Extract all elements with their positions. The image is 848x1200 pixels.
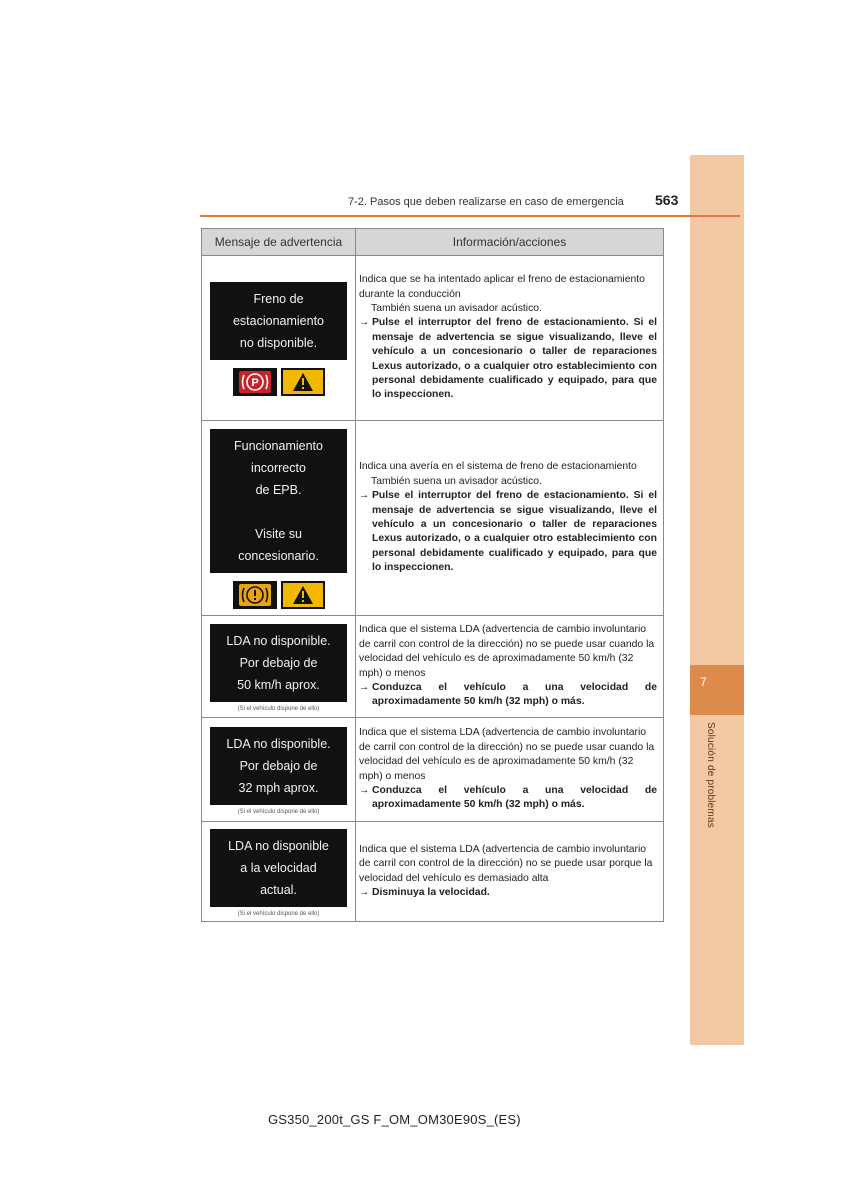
- warning-screen: [210, 282, 347, 360]
- arrow-icon: →: [359, 681, 370, 693]
- message-cell: [202, 616, 356, 718]
- action-text: Conduzca el vehículo a una velocidad de aproximadamente 50 km/h (32 mph) o más.: [372, 784, 657, 811]
- action-line: [359, 681, 657, 710]
- sub-note: También suena un avisador acústico.: [371, 475, 542, 487]
- arrow-icon: →: [359, 886, 370, 898]
- message-cell: [202, 421, 356, 616]
- header-rule: [200, 215, 740, 217]
- side-tab: [690, 155, 744, 1045]
- warning-screen: [210, 829, 347, 907]
- screen-line: de EPB.: [255, 483, 302, 497]
- description-text: Indica que el sistema LDA (advertencia de cambio involuntario de carril con control de la dirección) no se puede usar cuando la velocidad del vehículo es de aproximadamente 50 km/h (32 mph) o menos: [359, 727, 655, 782]
- document-code: GS350_200t_GS F_OM_OM30E90S_(ES): [268, 1112, 521, 1127]
- info-cell: [356, 256, 664, 421]
- page-number: 563: [655, 192, 679, 208]
- screen-line: Freno de: [253, 292, 304, 306]
- epb-malfunction-icon: [233, 581, 277, 609]
- chapter-box: [690, 665, 744, 715]
- message-cell: [202, 718, 356, 822]
- table-row: [202, 822, 664, 922]
- indicator-icons: [202, 368, 355, 396]
- table-row: [202, 718, 664, 822]
- description-text: Indica que el sistema LDA (advertencia de cambio involuntario de carril con control de la dirección) no se puede usar cuando la velocidad del vehículo es de aproximadamente 50 km/h (32 mph) o menos: [359, 624, 655, 679]
- screen-line: Por debajo de: [239, 758, 318, 773]
- svg-text:P: P: [250, 377, 259, 389]
- column-header-info: Información/acciones: [356, 229, 664, 256]
- table-row: [202, 616, 664, 718]
- header-section: 7-2. Pasos que deben realizarse en caso de emergencia: [348, 196, 624, 208]
- screen-line: concesionario.: [238, 549, 319, 563]
- screen-line: LDA no disponible: [228, 838, 329, 853]
- table-row: [202, 256, 664, 421]
- footnote: (Si el vehículo dispone de ello): [237, 808, 320, 815]
- info-cell: [356, 616, 664, 718]
- arrow-icon: →: [359, 317, 370, 329]
- action-text: Pulse el interruptor del freno de estacionamiento. Si el mensaje de advertencia se sigue visualizando, lleve el vehículo a un concesionario o taller de reparaciones Lexus autorizado, o a cualquier otro establecimiento con personal debidamente cualificado y equipado, para que lo inspeccionen.: [372, 317, 657, 401]
- warning-triangle-icon: [281, 581, 325, 609]
- screen-line: estacionamiento: [232, 314, 325, 328]
- screen-line: incorrecto: [251, 461, 306, 475]
- action-line: [359, 886, 657, 900]
- action-text: Pulse el interruptor del freno de estacionamiento. Si el mensaje de advertencia se sigue visualizando, lleve el vehículo a un concesionario o taller de reparaciones Lexus autorizado, o a cualquier otro establecimiento con personal debidamente cualificado y equipado, para que lo inspeccionen.: [372, 490, 657, 574]
- screen-line: no disponible.: [239, 336, 318, 350]
- screen-line: Visite su: [254, 527, 302, 541]
- screen-line: actual.: [260, 882, 297, 897]
- message-cell: [202, 256, 356, 421]
- table-row: [202, 421, 664, 616]
- indicator-icons: [202, 581, 355, 609]
- info-cell: [356, 421, 664, 616]
- parking-brake-icon: [233, 368, 277, 396]
- description-text: Indica una avería en el sistema de freno de estacionamiento: [359, 461, 637, 473]
- action-line: [359, 316, 657, 402]
- chapter-number: 7: [700, 675, 707, 689]
- description-text: Indica que se ha intentado aplicar el freno de estacionamiento durante la conducción: [359, 274, 645, 300]
- arrow-icon: →: [359, 490, 370, 502]
- warning-screen: [210, 624, 347, 702]
- info-cell: [356, 822, 664, 922]
- warning-table: [201, 228, 664, 922]
- warning-screen: [210, 727, 347, 805]
- message-cell: [202, 822, 356, 922]
- action-line: [359, 784, 657, 813]
- screen-line: 32 mph aprox.: [238, 780, 319, 795]
- arrow-icon: →: [359, 784, 370, 796]
- warning-screen: [210, 429, 347, 573]
- action-text: Conduzca el vehículo a una velocidad de aproximadamente 50 km/h (32 mph) o más.: [372, 681, 657, 708]
- column-header-message: Mensaje de advertencia: [202, 229, 356, 256]
- screen-line: a la velocidad: [240, 860, 317, 875]
- warning-triangle-icon: [281, 368, 325, 396]
- screen-line: LDA no disponible.: [226, 633, 331, 648]
- sub-note: También suena un avisador acústico.: [371, 302, 542, 314]
- action-line: [359, 489, 657, 575]
- action-text: Disminuya la velocidad.: [372, 886, 490, 898]
- screen-line: Funcionamiento: [234, 439, 323, 453]
- screen-line: [210, 501, 347, 523]
- chapter-title: Solución de problemas: [705, 722, 716, 828]
- screen-line: Por debajo de: [239, 655, 318, 670]
- description-text: Indica que el sistema LDA (advertencia de cambio involuntario de carril con control de la dirección) no se puede usar porque la velocidad del vehículo es demasiado alta: [359, 843, 653, 884]
- screen-line: 50 km/h aprox.: [237, 677, 320, 692]
- screen-line: LDA no disponible.: [226, 736, 331, 751]
- footnote: (Si el vehículo dispone de ello): [237, 705, 320, 712]
- table-header-row: [202, 229, 664, 256]
- info-cell: [356, 718, 664, 822]
- footnote: (Si el vehículo dispone de ello): [237, 910, 320, 917]
